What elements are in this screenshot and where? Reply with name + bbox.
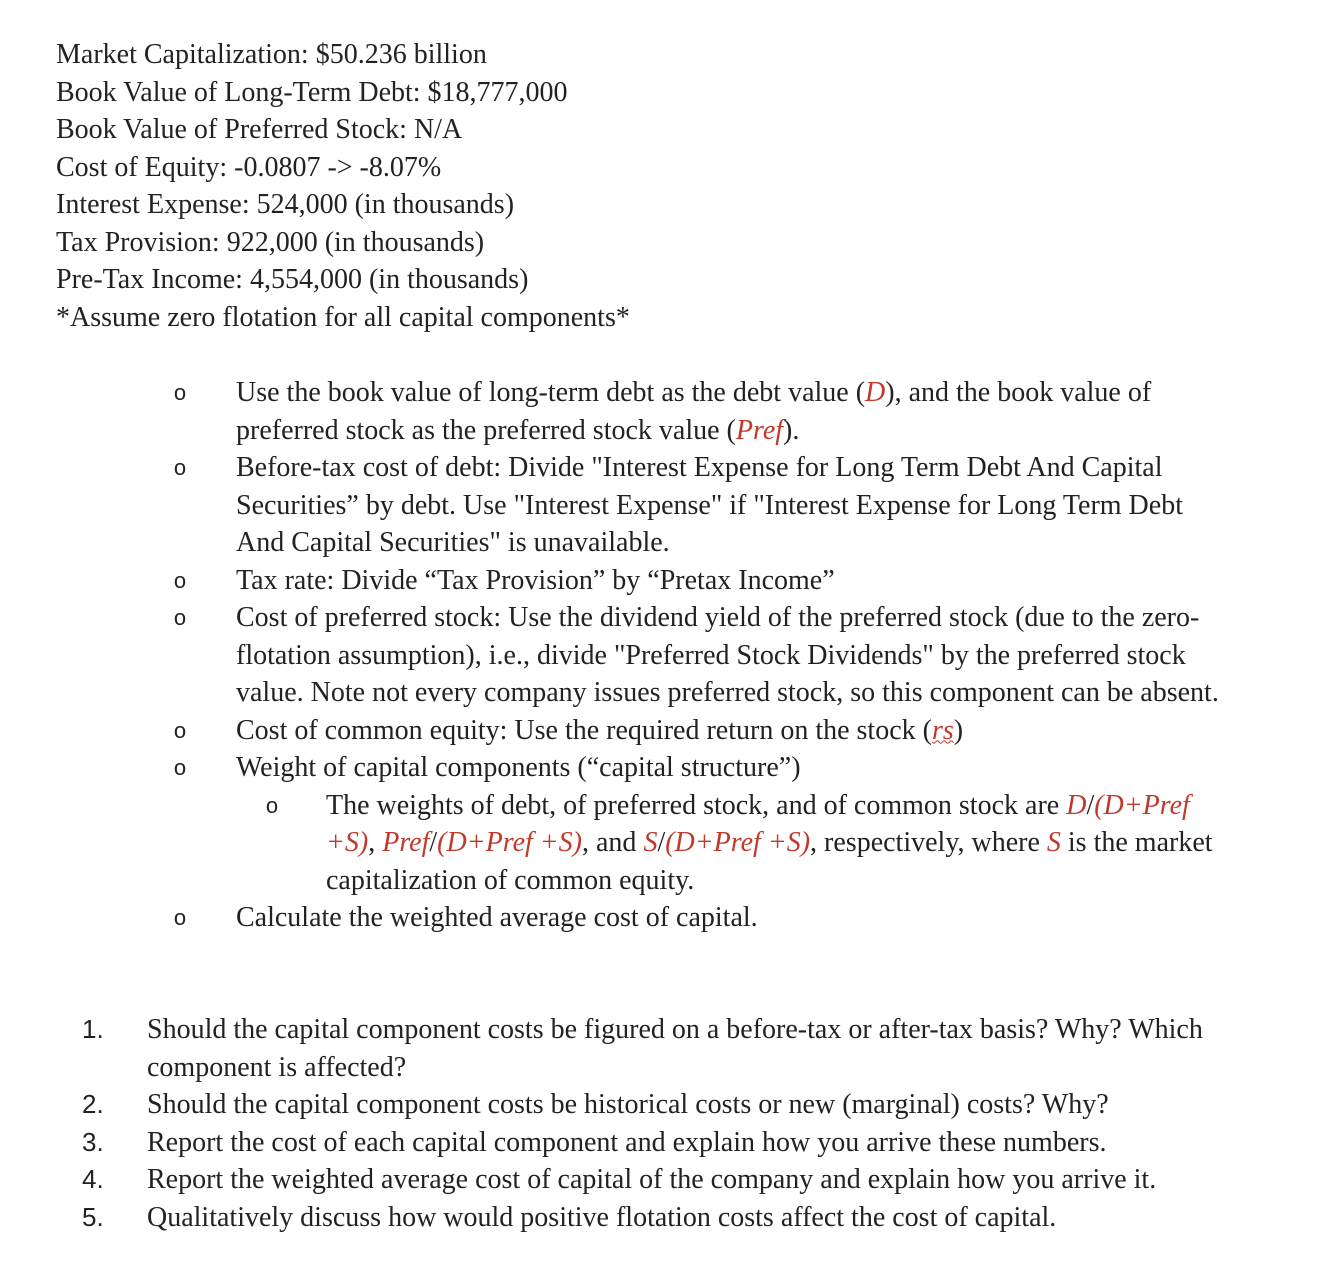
question-text: Report the cost of each capital component and explain how you arrive these numbers.	[147, 1126, 1107, 1158]
book-debt-line: Book Value of Long-Term Debt: $18,777,000	[56, 76, 568, 108]
question-list	[0, 1011, 1318, 1236]
bullet-marker: o	[173, 605, 187, 630]
bullet-marker: o	[265, 792, 279, 818]
question-number: 2.	[82, 1089, 104, 1119]
question-item	[0, 1124, 1212, 1162]
question-text: Qualitatively discuss how would positive flotation costs affect the cost of capital.	[147, 1201, 1057, 1233]
pretax-income-line: Pre-Tax Income: 4,554,000 (in thousands)	[56, 264, 529, 295]
bullet-marker: o	[173, 455, 187, 480]
interest-expense-line: Interest Expense: 524,000 (in thousands)	[56, 189, 515, 220]
instruction-list	[0, 374, 1318, 937]
bullet-marker: o	[173, 567, 187, 593]
list-item: o Use the book value of long-term debt as the debt value (D), and the book value of preferred stock as the preferred stock value (Pref).	[0, 374, 1226, 449]
bullet-marker: o	[173, 380, 187, 405]
list-item: o Tax rate: Divide “Tax Provision” by “Pretax Income”	[0, 562, 1226, 600]
rs-symbol: rs	[931, 714, 954, 746]
company-facts	[56, 36, 630, 336]
list-item: o Cost of common equity: Use the required return on the stock (rs)	[0, 712, 1226, 750]
question-text: Report the weighted average cost of capital of the company and explain how you arrive it.	[147, 1164, 1157, 1195]
question-item	[0, 1011, 1212, 1086]
question-item	[0, 1161, 1212, 1199]
cost-equity-line: Cost of Equity: -0.0807 -> -8.07%	[56, 151, 442, 183]
question-number: 4.	[82, 1164, 104, 1194]
question-text: Should the capital component costs be historical costs or new (marginal) costs? Why?	[147, 1089, 1109, 1120]
bullet-marker: o	[173, 905, 187, 930]
bullet-marker: o	[173, 717, 187, 743]
question-number: 3.	[82, 1126, 104, 1157]
debt-symbol: D	[865, 377, 886, 408]
question-item	[0, 1086, 1212, 1124]
pref-symbol: Pref	[735, 414, 784, 446]
question-text: Should the capital component costs be figured on a before-tax or after-tax basis? Why? Which component is affected?	[147, 1014, 1203, 1083]
question-number: 5.	[82, 1201, 104, 1232]
question-number: 1.	[82, 1014, 104, 1044]
tax-provision-line: Tax Provision: 922,000 (in thousands)	[56, 226, 485, 258]
market-cap-line: Market Capitalization: $50.236 billion	[56, 39, 487, 70]
list-item: o Cost of preferred stock: Use the dividend yield of the preferred stock (due to the zero-flotation assumption), i.e., divide "Preferred Stock Dividends" by the preferred stock value. Note not every company issues preferred stock, so this component can be absent.	[0, 599, 1226, 712]
bullet-marker: o	[173, 755, 187, 780]
list-item: o Weight of capital components (“capital structure”)	[0, 749, 1226, 787]
question-item	[0, 1199, 1212, 1237]
list-item: o Before-tax cost of debt: Divide "Interest Expense for Long Term Debt And Capital Securities” by debt. Use "Interest Expense" if "Interest Expense for Long Term Debt And Capital Securities" is unavailable.	[0, 449, 1226, 562]
list-item: o Calculate the weighted average cost of capital.	[0, 899, 1226, 937]
sub-list-item: o The weights of debt, of preferred stock, and of common stock are D/(D+Pref +S), Pref/(D+Pref +S), and S/(D+Pref +S), respectively, where S is the market capitalization of common equity.	[0, 787, 1216, 900]
assumption-line: *Assume zero flotation for all capital components*	[56, 301, 630, 333]
book-pref-line: Book Value of Preferred Stock: N/A	[56, 114, 463, 145]
